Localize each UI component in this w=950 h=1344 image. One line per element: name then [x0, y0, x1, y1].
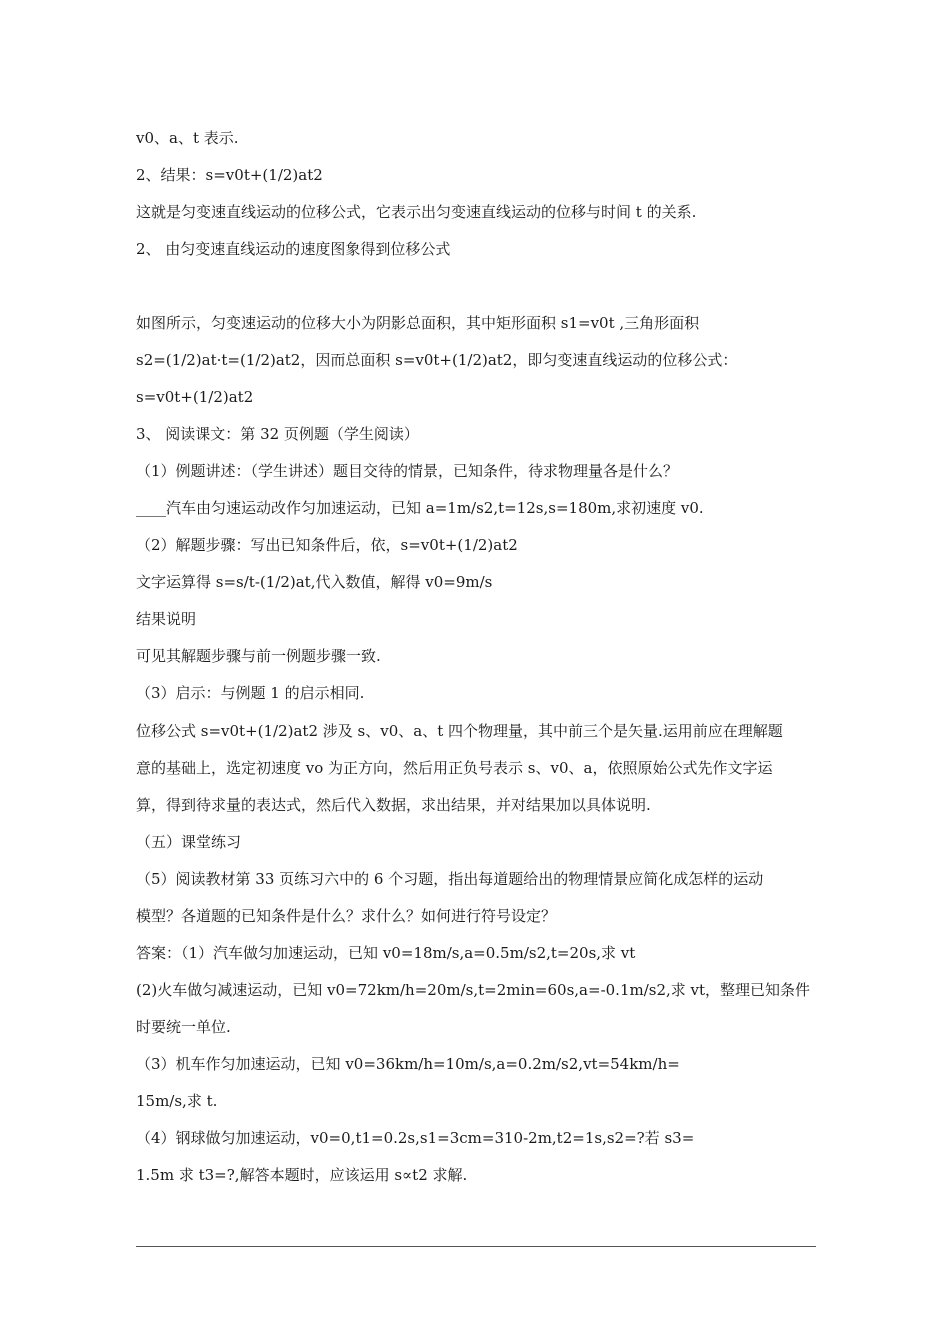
text-line-27: （4）钢球做匀加速运动，v0=0,t1=0.2s,s1=3cm=310-2m,t2=1s,s2=?若 s3= — [136, 1129, 695, 1147]
text-line-23: (2)火车做匀减速运动，已知 v0=72km/h=20m/s,t=2min=60s,a=-0.1m/s2,求 vt，整理已知条件 — [136, 981, 811, 999]
text-line-6: s2=(1/2)at·t=(1/2)at2，因而总面积 s=v0t+(1/2)at2，即匀变速直线运动的位移公式： — [136, 351, 738, 369]
text-line-16: 位移公式 s=v0t+(1/2)at2 涉及 s、v0、a、t 四个物理量，其中前三个是矢量.运用前应在理解题 — [136, 722, 783, 740]
text-line-11: （2）解题步骤：写出已知条件后，依，s=v0t+(1/2)at2 — [136, 536, 518, 554]
text-line-1: v0、a、t 表示. — [136, 129, 239, 147]
text-line-28: 1.5m 求 t3=?,解答本题时，应该运用 s∝t2 求解. — [136, 1166, 468, 1184]
text-line-26: 15m/s,求 t. — [136, 1092, 218, 1110]
text-line-9: （1）例题讲述：（学生讲述）题目交待的情景，已知条件，待求物理量各是什么？ — [136, 462, 679, 480]
footer-divider — [136, 1246, 816, 1247]
text-line-2: 2、结果：s=v0t+(1/2)at2 — [136, 166, 323, 184]
text-line-25: （3）机车作匀加速运动，已知 v0=36km/h=10m/s,a=0.2m/s2,vt=54km/h= — [136, 1055, 680, 1073]
text-line-12: 文字运算得 s=s/t-(1/2)at,代入数值，解得 v0=9m/s — [136, 573, 493, 591]
text-line-7: s=v0t+(1/2)at2 — [136, 388, 254, 406]
text-line-20: （5）阅读教材第 33 页练习六中的 6 个习题，指出每道题给出的物理情景应简化成怎样的运动 — [136, 870, 764, 888]
text-line-13: 结果说明 — [136, 610, 197, 628]
text-line-15: （3）启示：与例题 1 的启示相同. — [136, 684, 365, 702]
text-line-22: 答案：（1）汽车做匀加速运动，已知 v0=18m/s,a=0.5m/s2,t=20s,求 vt — [136, 944, 636, 962]
text-line-3: 这就是匀变速直线运动的位移公式，它表示出匀变速直线运动的位移与时间 t 的关系. — [136, 203, 697, 221]
text-line-5: 如图所示，匀变速运动的位移大小为阴影总面积，其中矩形面积 s1=v0t ,三角形面积 — [136, 314, 700, 332]
text-line-14: 可见其解题步骤与前一例题步骤一致. — [136, 647, 381, 665]
text-line-10: ____汽车由匀速运动改作匀加速运动，已知 a=1m/s2,t=12s,s=180m,求初速度 v0. — [136, 499, 704, 517]
text-line-24: 时要统一单位. — [136, 1018, 231, 1036]
text-line-18: 算，得到待求量的表达式，然后代入数据，求出结果，并对结果加以具体说明. — [136, 796, 651, 814]
text-line-21: 模型？各道题的已知条件是什么？求什么？如何进行符号设定？ — [136, 907, 557, 925]
section-heading-5: （五）课堂练习 — [136, 833, 242, 851]
section-heading-3: 3、 阅读课文：第 32 页例题（学生阅读） — [136, 425, 419, 443]
section-heading-2: 2、 由匀变速直线运动的速度图象得到位移公式 — [136, 240, 451, 258]
text-line-17: 意的基础上，选定初速度 vo 为正方向，然后用正负号表示 s、v0、a，依照原始公式先作文字运 — [136, 759, 773, 777]
